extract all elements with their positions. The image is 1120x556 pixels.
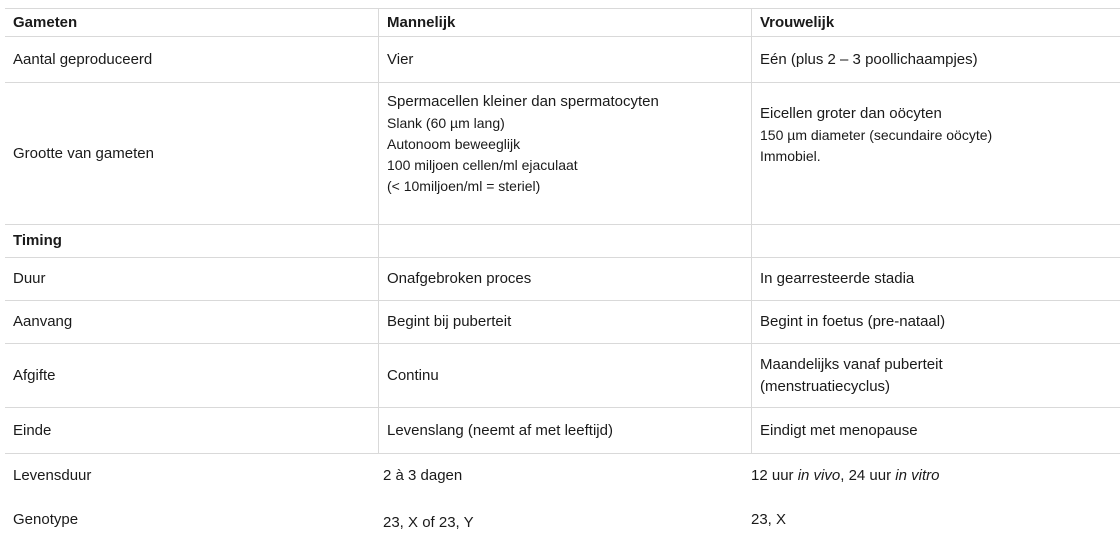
- cell-line: (< 10miljoen/ml = steriel): [387, 178, 541, 194]
- cell-line: Levenslang (neemt af met leeftijd): [387, 421, 613, 439]
- levensduur-female-a-em: in vivo: [797, 467, 841, 484]
- cell-line: Begint bij puberteit: [387, 313, 512, 330]
- cell-line: Continu: [387, 366, 439, 384]
- row-female: [752, 37, 1120, 82]
- cell-line: Maandelijks vanaf puberteit: [760, 355, 943, 373]
- row-female: [752, 258, 1120, 300]
- cell-line: Begint in foetus (pre-nataal): [760, 313, 946, 330]
- row-female: [752, 301, 1120, 343]
- levensduur-female: [747, 465, 1120, 487]
- row-label: Grootte van gameten: [5, 83, 379, 224]
- genotype-label: Genotype: [13, 511, 79, 528]
- genotype-female: 23, X: [751, 511, 787, 528]
- row-label: Duur: [5, 258, 379, 300]
- genotype-row: [5, 509, 1120, 534]
- row-label: Timing: [5, 225, 379, 257]
- levensduur-row: [5, 465, 1120, 487]
- levensduur-female-a: 12 uur: [751, 467, 798, 484]
- cell-line: Eicellen groter dan oöcyten: [760, 105, 942, 122]
- row-female: [752, 83, 1120, 224]
- row-label: Aanvang: [5, 301, 379, 343]
- cell-line: Eindigt met menopause: [760, 421, 918, 439]
- cell-line: 150 µm diameter (secundaire oöcyte): [760, 127, 993, 143]
- table-row: [5, 83, 1120, 225]
- header-gameten: Gameten: [5, 9, 379, 36]
- gameten-table: [5, 8, 1120, 454]
- row-female: [752, 344, 1120, 407]
- genotype-male: 23, X of 23, Y: [383, 514, 474, 531]
- row-label: Einde: [5, 408, 379, 453]
- table-row: [5, 408, 1120, 454]
- header-mannelijk: Mannelijk: [379, 9, 752, 36]
- cell-line: 100 miljoen cellen/ml ejaculaat: [387, 157, 578, 173]
- cell-line: In gearresteerde stadia: [760, 270, 915, 287]
- row-label: Afgifte: [5, 344, 379, 407]
- levensduur-label: Levensduur: [13, 467, 92, 484]
- cell-line: Immobiel.: [760, 148, 821, 164]
- cell-line: Spermacellen kleiner dan spermatocyten: [387, 93, 659, 110]
- row-male: [379, 301, 752, 343]
- table-row-timing: [5, 225, 1120, 258]
- table-header-row: [5, 9, 1120, 37]
- row-female: [752, 225, 1120, 257]
- cell-line: Onafgebroken proces: [387, 270, 532, 287]
- table-row: [5, 344, 1120, 408]
- cell-line: Eén (plus 2 – 3 poollichaampjes): [760, 50, 978, 68]
- row-male: [379, 344, 752, 407]
- levensduur-male: 2 à 3 dagen: [383, 467, 463, 484]
- row-female: [752, 408, 1120, 453]
- levensduur-female-b-em: in vitro: [895, 467, 940, 484]
- row-label: Aantal geproduceerd: [5, 37, 379, 82]
- row-male: [379, 258, 752, 300]
- row-male: [379, 83, 752, 224]
- cell-line: Vier: [387, 50, 414, 68]
- row-male: [379, 408, 752, 453]
- table-row: [5, 37, 1120, 83]
- row-male: [379, 37, 752, 82]
- cell-line: Slank (60 µm lang): [387, 115, 505, 131]
- table-row: [5, 258, 1120, 301]
- cell-line: (menstruatiecyclus): [760, 377, 891, 395]
- row-male: [379, 225, 752, 257]
- levensduur-female-b: , 24 uur: [840, 467, 896, 484]
- cell-line: Autonoom beweeglijk: [387, 136, 521, 152]
- table-row: [5, 301, 1120, 344]
- header-vrouwelijk: Vrouwelijk: [760, 13, 835, 31]
